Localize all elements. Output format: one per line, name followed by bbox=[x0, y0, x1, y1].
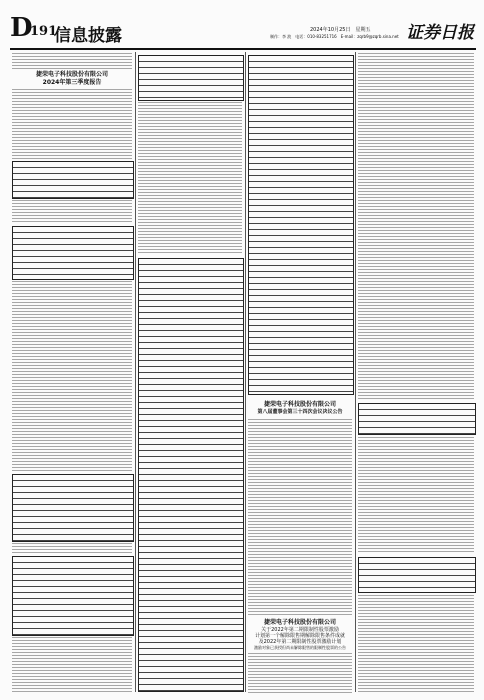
column-separator bbox=[355, 52, 356, 692]
notice-title-line: 及2022年第二期限制性股票激励计划 bbox=[258, 639, 342, 645]
text-block bbox=[248, 653, 352, 693]
financial-table bbox=[12, 226, 134, 280]
column-3 bbox=[248, 53, 352, 693]
text-block bbox=[358, 437, 474, 553]
text-block bbox=[12, 281, 132, 471]
contact-line: 制作：李 波 电话：010-83251716 E-mail：zqrb9@zqrb.sina.net bbox=[270, 34, 399, 39]
data-table bbox=[358, 557, 476, 593]
text-block bbox=[138, 102, 242, 254]
page-number: 191 bbox=[30, 24, 58, 39]
column-separator bbox=[135, 52, 136, 692]
report-title: 2024年第三季度报告 bbox=[42, 79, 102, 86]
text-block bbox=[358, 53, 474, 399]
section-letter: D bbox=[10, 13, 33, 43]
column-4 bbox=[358, 53, 474, 693]
section-title: 信息披露 bbox=[54, 26, 122, 46]
newspaper-logo: 证券日报 bbox=[406, 23, 474, 43]
notice-title: 第八届董事会第三十四次会议决议公告 bbox=[257, 409, 343, 415]
text-block bbox=[12, 89, 132, 159]
masthead-rule bbox=[10, 48, 476, 50]
text-block bbox=[248, 419, 352, 615]
company-name: 捷荣电子科技股份有限公司 bbox=[263, 401, 336, 408]
text-block bbox=[12, 637, 132, 693]
text-block bbox=[12, 53, 132, 69]
notice-title-line: 计划第一个解除限售期解除限售条件成就 bbox=[254, 633, 345, 639]
column-2 bbox=[138, 53, 242, 693]
text-block bbox=[12, 200, 132, 224]
column-separator bbox=[245, 52, 246, 692]
notice-title-line: 关于2022年第二期限制性股票激励 bbox=[261, 627, 339, 633]
data-table bbox=[138, 55, 244, 101]
data-table bbox=[358, 403, 476, 435]
notice-title-line: 激励对象已获授但尚未解除限售的限制性股票的公告 bbox=[254, 645, 346, 650]
shareholder-table bbox=[12, 556, 134, 636]
text-block bbox=[12, 543, 132, 553]
masthead bbox=[10, 14, 476, 48]
company-name: 捷荣电子科技股份有限公司 bbox=[35, 71, 108, 78]
text-block bbox=[358, 595, 474, 693]
column-1 bbox=[12, 53, 132, 693]
shareholder-table bbox=[12, 474, 134, 542]
cash-flow-table bbox=[248, 55, 354, 395]
balance-sheet-table bbox=[138, 258, 244, 692]
financial-table bbox=[12, 161, 134, 199]
date-line: 2024年10月25日 星期五 bbox=[310, 27, 371, 33]
company-name: 捷荣电子科技股份有限公司 bbox=[263, 619, 336, 626]
